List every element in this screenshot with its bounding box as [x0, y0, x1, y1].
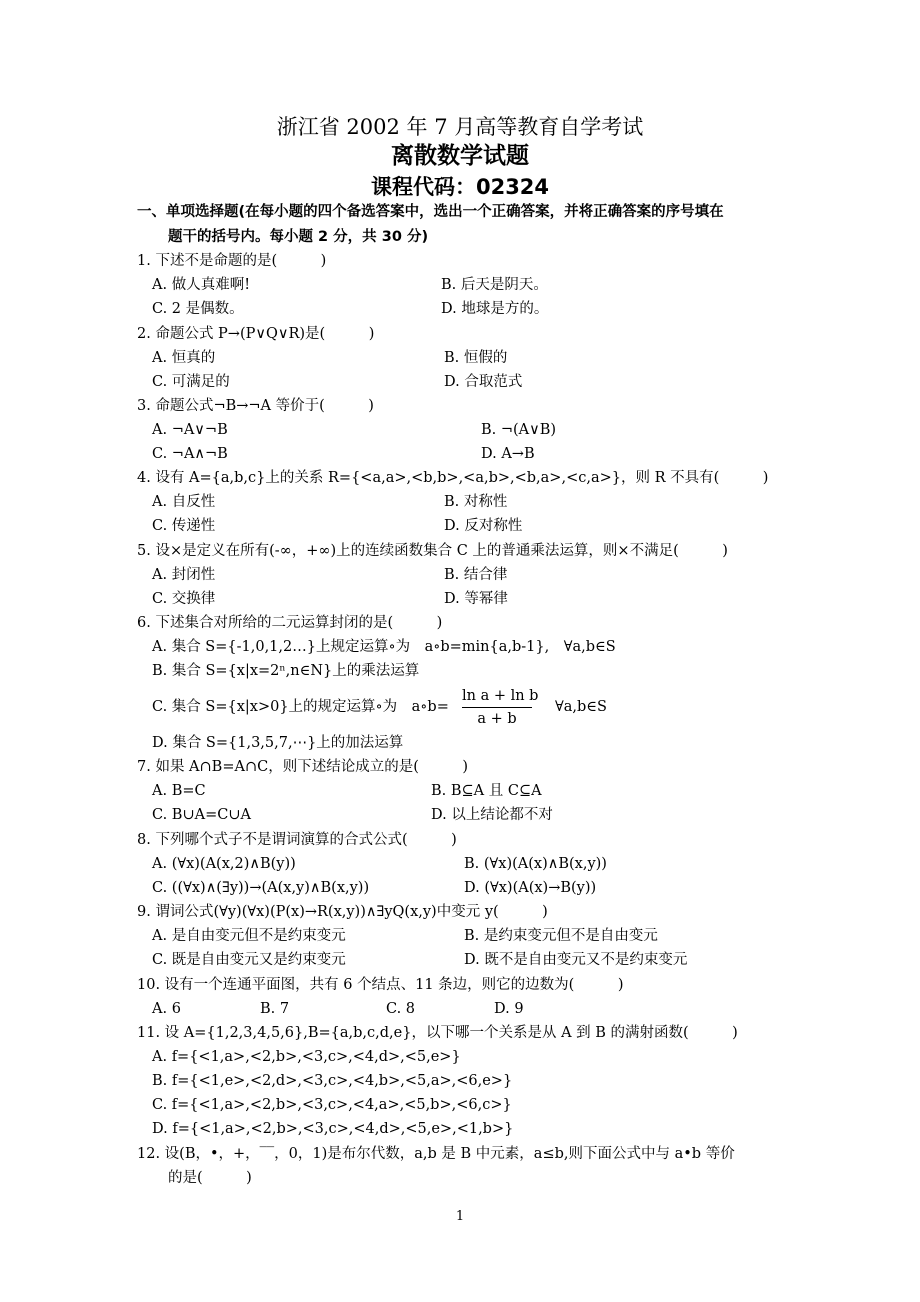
- q7-option-d: D. 以上结论都不对: [431, 807, 553, 823]
- q7-option-a: A. B=C: [152, 783, 206, 799]
- question-1-stem: 1. 下述不是命题的是( ): [137, 253, 327, 269]
- q1-option-c: C. 2 是偶数。: [152, 301, 244, 317]
- q6-option-d: D. 集合 S={1,3,5,7,⋯}上的加法运算: [152, 735, 404, 751]
- q1-option-a: A. 做人真难啊!: [152, 277, 251, 293]
- question-12-stem: 12. 设(B，•，+，‾‾，0，1)是布尔代数，a,b 是 B 中元素，a≤b,则下面公式中与 a•b 等价: [137, 1146, 735, 1162]
- q4-option-c: C. 传递性: [152, 518, 216, 534]
- question-10-stem: 10. 设有一个连通平面图，共有 6 个结点、11 条边，则它的边数为( ): [137, 977, 624, 993]
- q2-option-a: A. 恒真的: [152, 350, 216, 366]
- q11-option-b: B. f={<1,e>,<2,d>,<3,c>,<4,b>,<5,a>,<6,e>}: [152, 1073, 513, 1089]
- q5-option-b: B. 结合律: [444, 567, 508, 583]
- q9-option-d: D. 既不是自由变元又不是约束变元: [464, 952, 688, 968]
- question-2-stem: 2. 命题公式 P→(P∨Q∨R)是( ): [137, 326, 375, 342]
- q4-option-a: A. 自反性: [152, 494, 216, 510]
- question-9-stem: 9. 谓词公式(∀y)(∀x)(P(x)→R(x,y))∧∃yQ(x,y)中变元 y( ): [137, 904, 548, 920]
- q8-option-c: C. ((∀x)∧(∃y))→(A(x,y)∧B(x,y)): [152, 880, 370, 896]
- q6-option-c-quantifier: ∀a,b∈S: [555, 699, 607, 715]
- q6-fraction-denominator: a + b: [477, 711, 517, 727]
- q9-option-a: A. 是自由变元但不是约束变元: [152, 928, 346, 944]
- q1-option-d: D. 地球是方的。: [441, 301, 549, 317]
- q6-option-a: A. 集合 S={-1,0,1,2…}上规定运算∘为 a∘b=min{a,b-1}, ∀a,b∈S: [152, 639, 616, 655]
- q9-option-b: B. 是约束变元但不是自由变元: [464, 928, 658, 944]
- question-6-stem: 6. 下述集合对所给的二元运算封闭的是( ): [137, 615, 443, 631]
- question-11-stem: 11. 设 A={1,2,3,4,5,6},B={a,b,c,d,e}，以下哪一个关系是从 A 到 B 的满射函数( ): [137, 1025, 738, 1041]
- q8-option-b: B. (∀x)(A(x)∧B(x,y)): [464, 856, 607, 872]
- q10-option-d: D. 9: [494, 1001, 524, 1017]
- question-4-stem: 4. 设有 A={a,b,c}上的关系 R={<a,a>,<b,b>,<a,b>,<b,a>,<c,a>}，则 R 不具有( ): [137, 470, 769, 486]
- question-3-stem: 3. 命题公式¬B→¬A 等价于( ): [137, 398, 374, 414]
- q11-option-d: D. f={<1,a>,<2,b>,<3,c>,<4,d>,<5,e>,<1,b>}: [152, 1121, 514, 1137]
- q6-fraction-numerator: ln a + ln b: [462, 688, 539, 704]
- q6-option-c: C. 集合 S={x|x>0}上的规定运算∘为 a∘b=: [152, 699, 449, 715]
- q10-option-b: B. 7: [260, 1001, 290, 1017]
- question-7-stem: 7. 如果 A∩B=A∩C，则下述结论成立的是( ): [137, 759, 469, 775]
- q9-option-c: C. 既是自由变元又是约束变元: [152, 952, 346, 968]
- page-number: 1: [455, 1209, 465, 1224]
- q3-option-b: B. ¬(A∨B): [481, 422, 557, 438]
- q2-option-c: C. 可满足的: [152, 374, 230, 390]
- q8-option-d: D. (∀x)(A(x)→B(y)): [464, 880, 597, 896]
- q10-option-c: C. 8: [386, 1001, 416, 1017]
- section-heading: 一、单项选择题(在每小题的四个备选答案中，选出一个正确答案，并将正确答案的序号填在: [137, 204, 724, 220]
- question-5-stem: 5. 设×是定义在所有(-∞，+∞)上的连续函数集合 C 上的普通乘法运算，则×不满足( ): [137, 543, 728, 559]
- q6-option-b: B. 集合 S={x|x=2ⁿ,n∈N}上的乘法运算: [152, 663, 420, 679]
- course-code: 课程代码：02324: [370, 175, 550, 199]
- q6-fraction-bar: [462, 707, 532, 708]
- q11-option-a: A. f={<1,a>,<2,b>,<3,c>,<4,d>,<5,e>}: [152, 1049, 461, 1065]
- q5-option-a: A. 封闭性: [152, 567, 216, 583]
- q7-option-b: B. B⊆A 且 C⊆A: [431, 783, 542, 799]
- section-heading-cont: 题干的括号内。每小题 2 分，共 30 分): [168, 229, 429, 245]
- exam-header-line: 浙江省 2002 年 7 月高等教育自学考试: [276, 115, 644, 139]
- question-8-stem: 8. 下列哪个式子不是谓词演算的合式公式( ): [137, 832, 457, 848]
- q3-option-c: C. ¬A∧¬B: [152, 446, 228, 462]
- q4-option-b: B. 对称性: [444, 494, 508, 510]
- q2-option-b: B. 恒假的: [444, 350, 508, 366]
- q2-option-d: D. 合取范式: [444, 374, 523, 390]
- q5-option-c: C. 交换律: [152, 591, 216, 607]
- q10-option-a: A. 6: [152, 1001, 181, 1017]
- exam-title: 离散数学试题: [391, 143, 529, 169]
- q8-option-a: A. (∀x)(A(x,2)∧B(y)): [152, 856, 296, 872]
- q3-option-a: A. ¬A∨¬B: [152, 422, 228, 438]
- q11-option-c: C. f={<1,a>,<2,b>,<3,c>,<4,a>,<5,b>,<6,c>}: [152, 1097, 512, 1113]
- q3-option-d: D. A→B: [481, 446, 535, 462]
- q1-option-b: B. 后天是阴天。: [441, 277, 548, 293]
- q5-option-d: D. 等幂律: [444, 591, 508, 607]
- question-12-stem-cont: 的是( ): [168, 1170, 252, 1186]
- q7-option-c: C. B∪A=C∪A: [152, 807, 251, 823]
- q4-option-d: D. 反对称性: [444, 518, 523, 534]
